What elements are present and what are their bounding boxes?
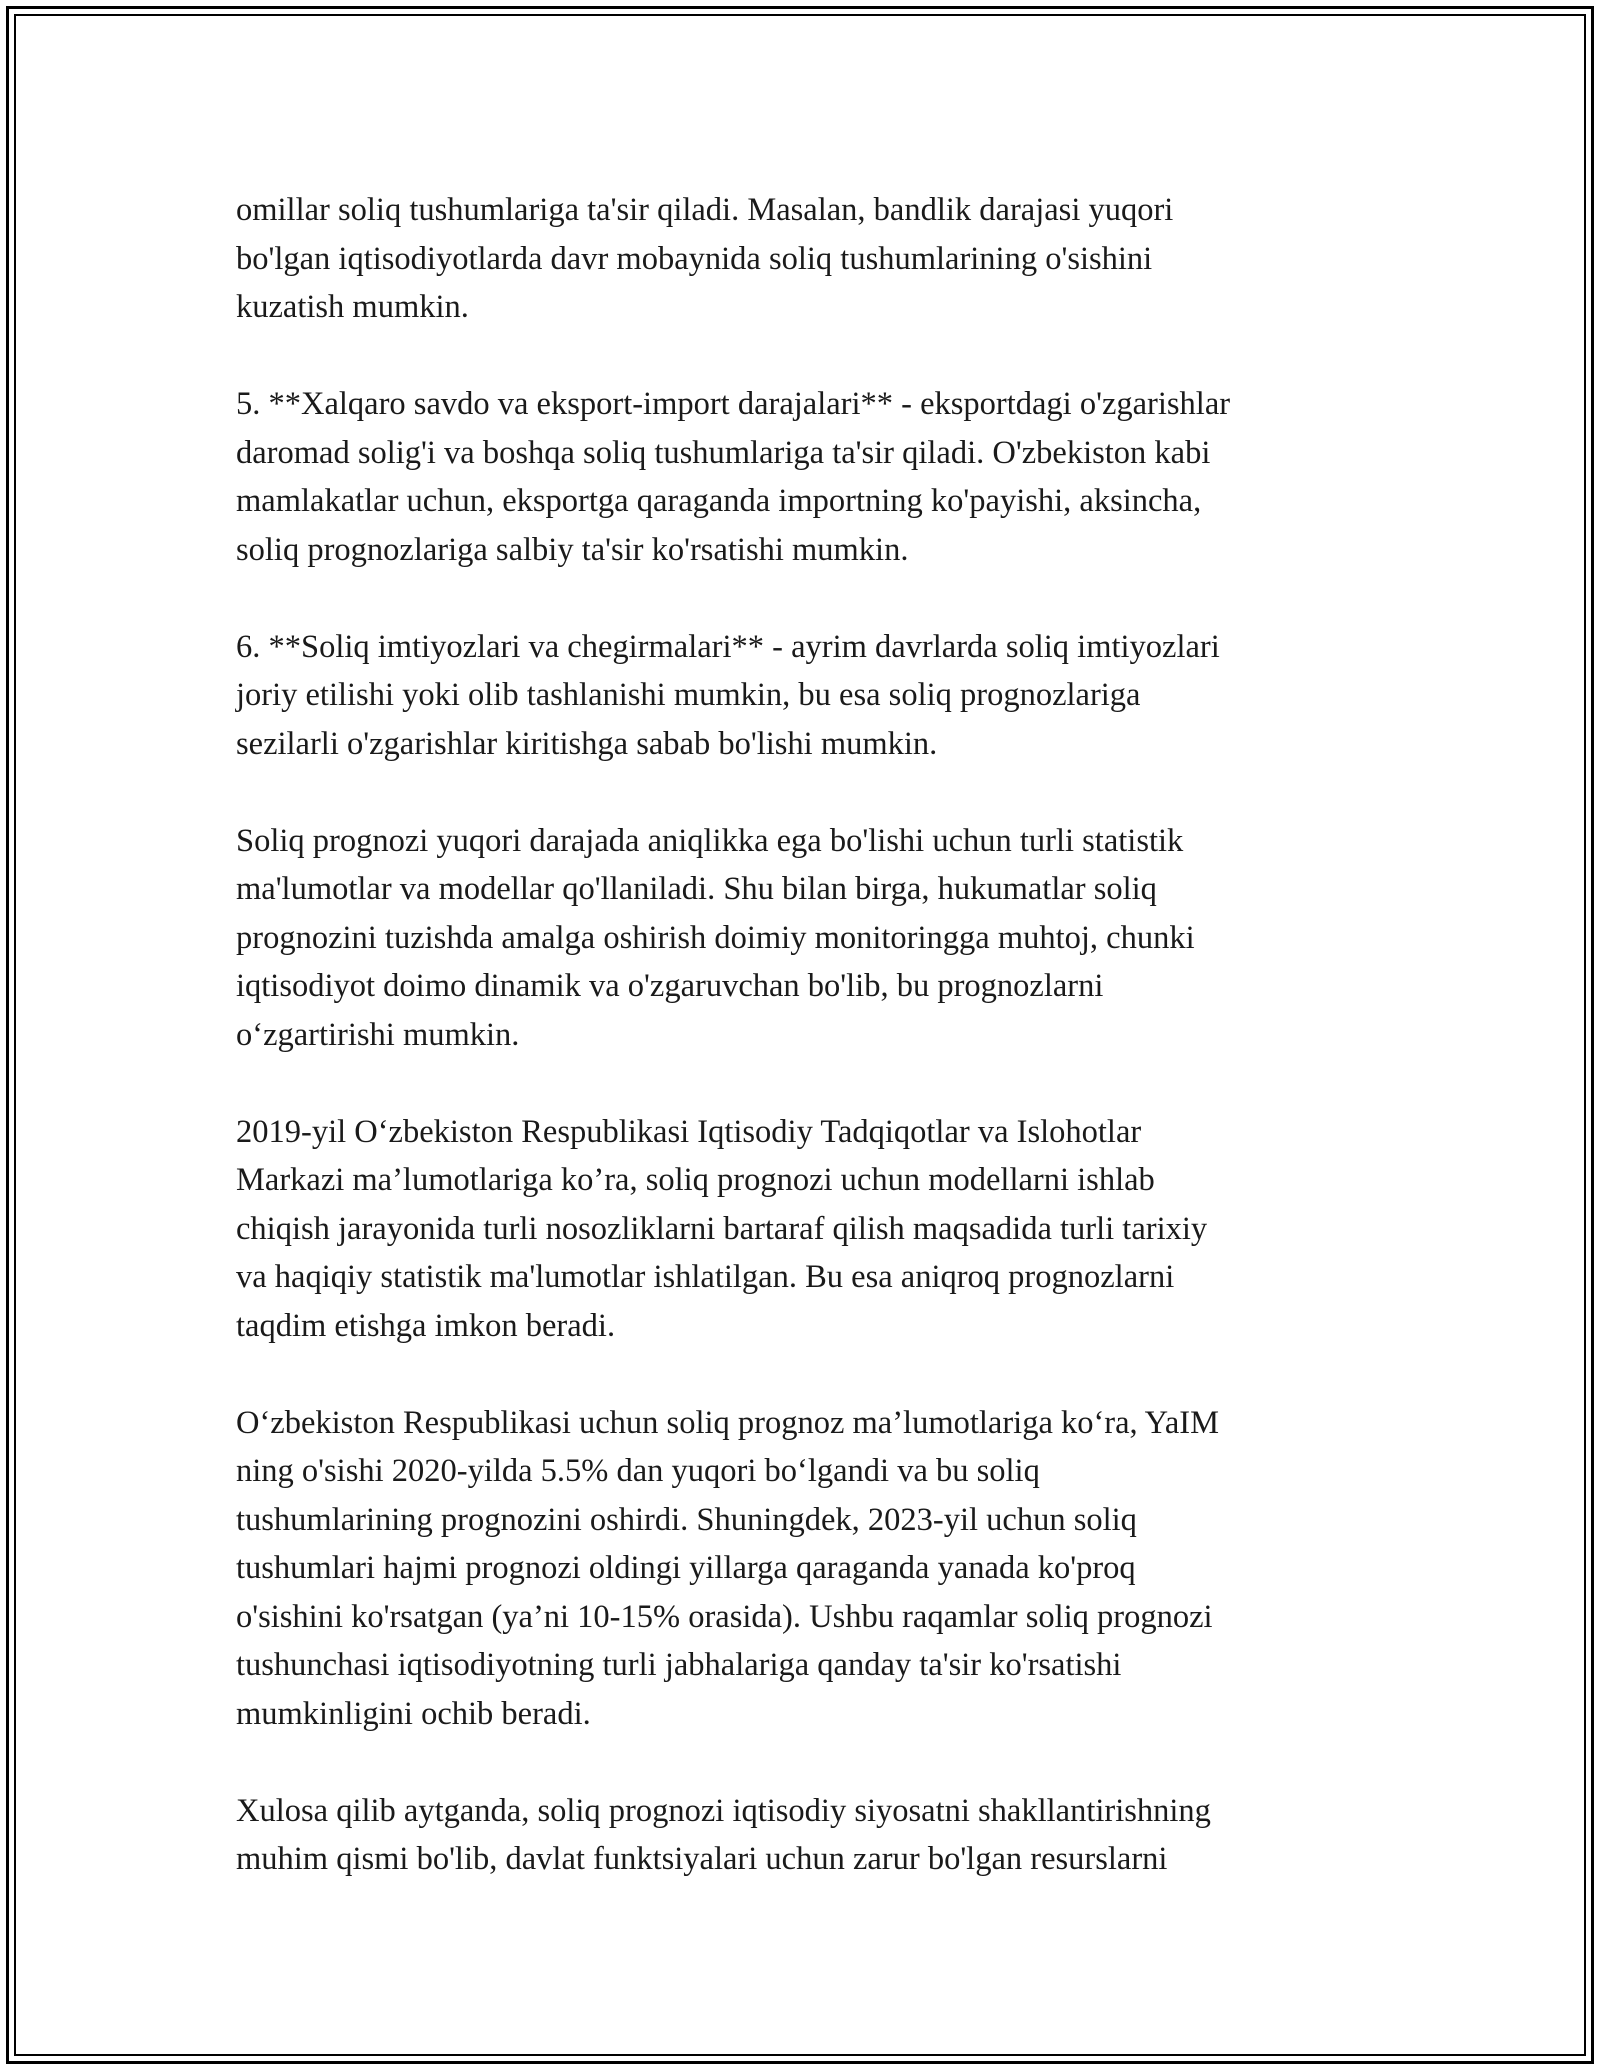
text-line: omillar soliq tushumlariga ta'sir qiladi. Masalan, bandlik darajasi yuqori <box>236 192 1174 228</box>
paragraph-omillar <box>236 186 1376 332</box>
paragraph-2019-markazi <box>236 1108 1376 1351</box>
text-line: 6. **Soliq imtiyozlari va chegirmalari** - ayrim davrlarda soliq imtiyozlari <box>236 628 1220 665</box>
text-line: iqtisodiyot doimo dinamik va o'zgaruvchan bo'lib, bu prognozlarni <box>236 968 1104 1004</box>
text-line: 5. **Xalqaro savdo va eksport-import darajalari** - eksportdagi o'zgarishlar <box>236 386 1231 422</box>
text-line: soliq prognozlariga salbiy ta'sir ko'rsatishi mumkin. <box>236 531 909 568</box>
text-line: prognozini tuzishda amalga oshirish doimiy monitoringga muhtoj, chunki <box>236 919 1195 956</box>
paragraph-yaim-osishi <box>236 1399 1376 1739</box>
text-line: Soliq prognozi yuqori darajada aniqlikka ega bo'lishi uchun turli statistik <box>236 822 1184 859</box>
text-line: mumkinligini ochib beradi. <box>236 1695 591 1732</box>
text-line: 2019-yil O‘zbekiston Respublikasi Iqtisodiy Tadqiqotlar va Islohotlar <box>236 1113 1142 1150</box>
text-line: tushunchasi iqtisodiyotning turli jabhalariga qanday ta'sir ko'rsatishi <box>236 1647 1122 1683</box>
text-line: ma'lumotlar va modellar qo'llaniladi. Shu bilan birga, hukumatlar soliq <box>236 871 1157 907</box>
text-line: bo'lgan iqtisodiyotlarda davr mobaynida soliq tushumlarining o'sishini <box>236 240 1153 277</box>
text-line: joriy etilishi yoki olib tashlanishi mumkin, bu esa soliq prognozlariga <box>236 677 1141 713</box>
paragraph-item-6-soliq-imtiyozlari <box>236 623 1376 769</box>
paragraph-xulosa <box>236 1787 1376 1884</box>
text-line: mamlakatlar uchun, eksportga qaraganda importning ko'payishi, aksincha, <box>236 483 1202 519</box>
text-line: Xulosa qilib aytganda, soliq prognozi iqtisodiy siyosatni shakllantirishning <box>236 1792 1211 1829</box>
document-body <box>236 186 1376 1932</box>
text-line: tushumlari hajmi prognozi oldingi yillarga qaraganda yanada ko'proq <box>236 1550 1136 1586</box>
paragraph-item-5-xalqaro-savdo <box>236 380 1376 574</box>
text-line: O‘zbekiston Respublikasi uchun soliq prognoz ma’lumotlariga ko‘ra, YaIM <box>236 1404 1219 1441</box>
text-line: taqdim etishga imkon beradi. <box>236 1307 616 1344</box>
text-line: ning o'sishi 2020-yilda 5.5% dan yuqori bo‘lgandi va bu soliq <box>236 1453 1040 1489</box>
text-line: daromad solig'i va boshqa soliq tushumlariga ta'sir qiladi. O'zbekiston kabi <box>236 434 1211 471</box>
paragraph-soliq-prognozi-aniqlik <box>236 817 1376 1060</box>
text-line: tushumlarining prognozini oshirdi. Shuningdek, 2023-yil uchun soliq <box>236 1501 1137 1538</box>
text-line: muhim qismi bo'lib, davlat funktsiyalari uchun zarur bo'lgan resurslarni <box>236 1841 1168 1877</box>
text-line: Markazi ma’lumotlariga ko’ra, soliq prognozi uchun modellarni ishlab <box>236 1162 1155 1198</box>
text-line: va haqiqiy statistik ma'lumotlar ishlatilgan. Bu esa aniqroq prognozlarni <box>236 1259 1175 1295</box>
text-line: sezilarli o'zgarishlar kiritishga sabab bo'lishi mumkin. <box>236 725 938 762</box>
text-line: kuzatish mumkin. <box>236 289 469 325</box>
text-line: chiqish jarayonida turli nosozliklarni bartaraf qilish maqsadida turli tarixiy <box>236 1210 1208 1247</box>
text-line: o‘zgartirishi mumkin. <box>236 1016 520 1053</box>
text-line: o'sishini ko'rsatgan (ya’ni 10-15% orasida). Ushbu raqamlar soliq prognozi <box>236 1598 1213 1635</box>
